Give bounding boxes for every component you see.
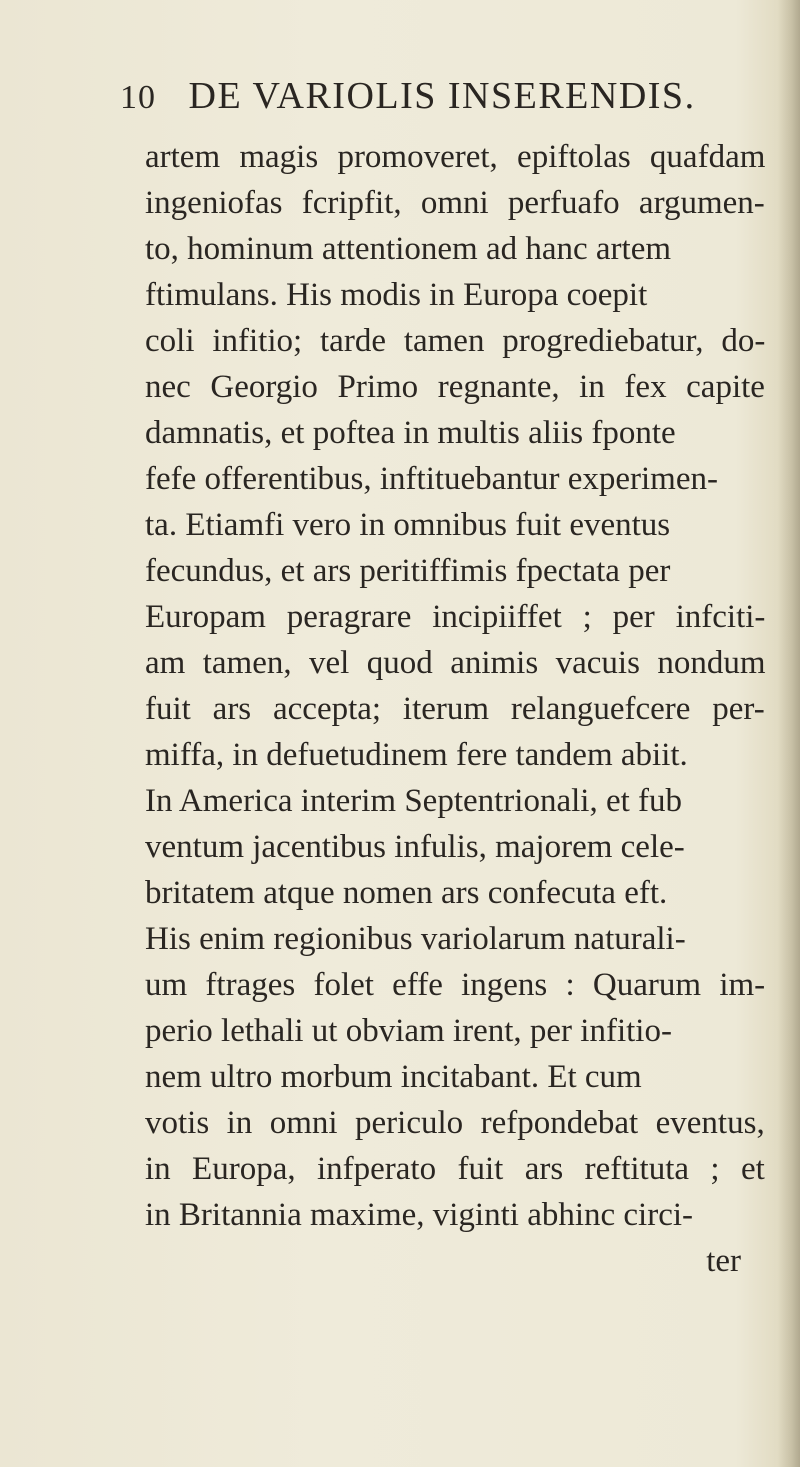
text-line: His enim regionibus variolarum naturali- [145,921,686,957]
running-title: DE VARIOLIS INSERENDIS. [188,75,696,117]
text-line: fefe offerentibus, inftituebantur experimen- [145,461,718,497]
text-line: am tamen, vel quod animis vacuis nondum [145,645,766,681]
text-line: nec Georgio Primo regnante, in fex capite [145,369,765,405]
text-line: fuit ars accepta; iterum relanguefcere per- [145,691,765,727]
text-line: Europam peragrare incipiiffet ; per infciti- [145,599,766,635]
text-line: coli infitio; tarde tamen progrediebatur, do- [145,323,766,359]
text-line: britatem atque nomen ars confecuta eft. [145,875,668,911]
catchword: ter [706,1243,741,1279]
text-line: in Europa, infperato fuit ars reftituta ; et [145,1151,765,1187]
text-line: artem magis promoveret, epiftolas quafdam [145,139,766,175]
text-line: miffa, in defuetudinem fere tandem abiit. [145,737,688,773]
text-line: to, hominum attentionem ad hanc artem [145,231,672,267]
text-line: ventum jacentibus infulis, majorem cele- [145,829,685,865]
text-line: um ftrages folet effe ingens : Quarum im- [145,967,766,1003]
text-line: nem ultro morbum incitabant. Et cum [145,1059,642,1095]
page-number: 10 [120,79,156,116]
text-line: perio lethali ut obviam irent, per infitio- [145,1013,672,1049]
running-head [120,74,760,124]
text-line: ta. Etiamfi vero in omnibus fuit eventus [145,507,671,543]
text-line: votis in omni periculo refpondebat eventus, [145,1105,765,1141]
text-line: in Britannia maxime, viginti abhinc circi- [145,1197,694,1233]
text-line: ingeniofas fcripfit, omni perfuafo argumen- [145,185,765,221]
text-line: damnatis, et poftea in multis aliis fponte [145,415,676,451]
body-text [145,134,765,1284]
text-line: In America interim Septentrionali, et fub [145,783,683,819]
text-line: ftimulans. His modis in Europa coepit [145,277,648,313]
page-edge-shadow [778,0,800,1467]
text-line: fecundus, et ars peritiffimis fpectata per [145,553,671,589]
